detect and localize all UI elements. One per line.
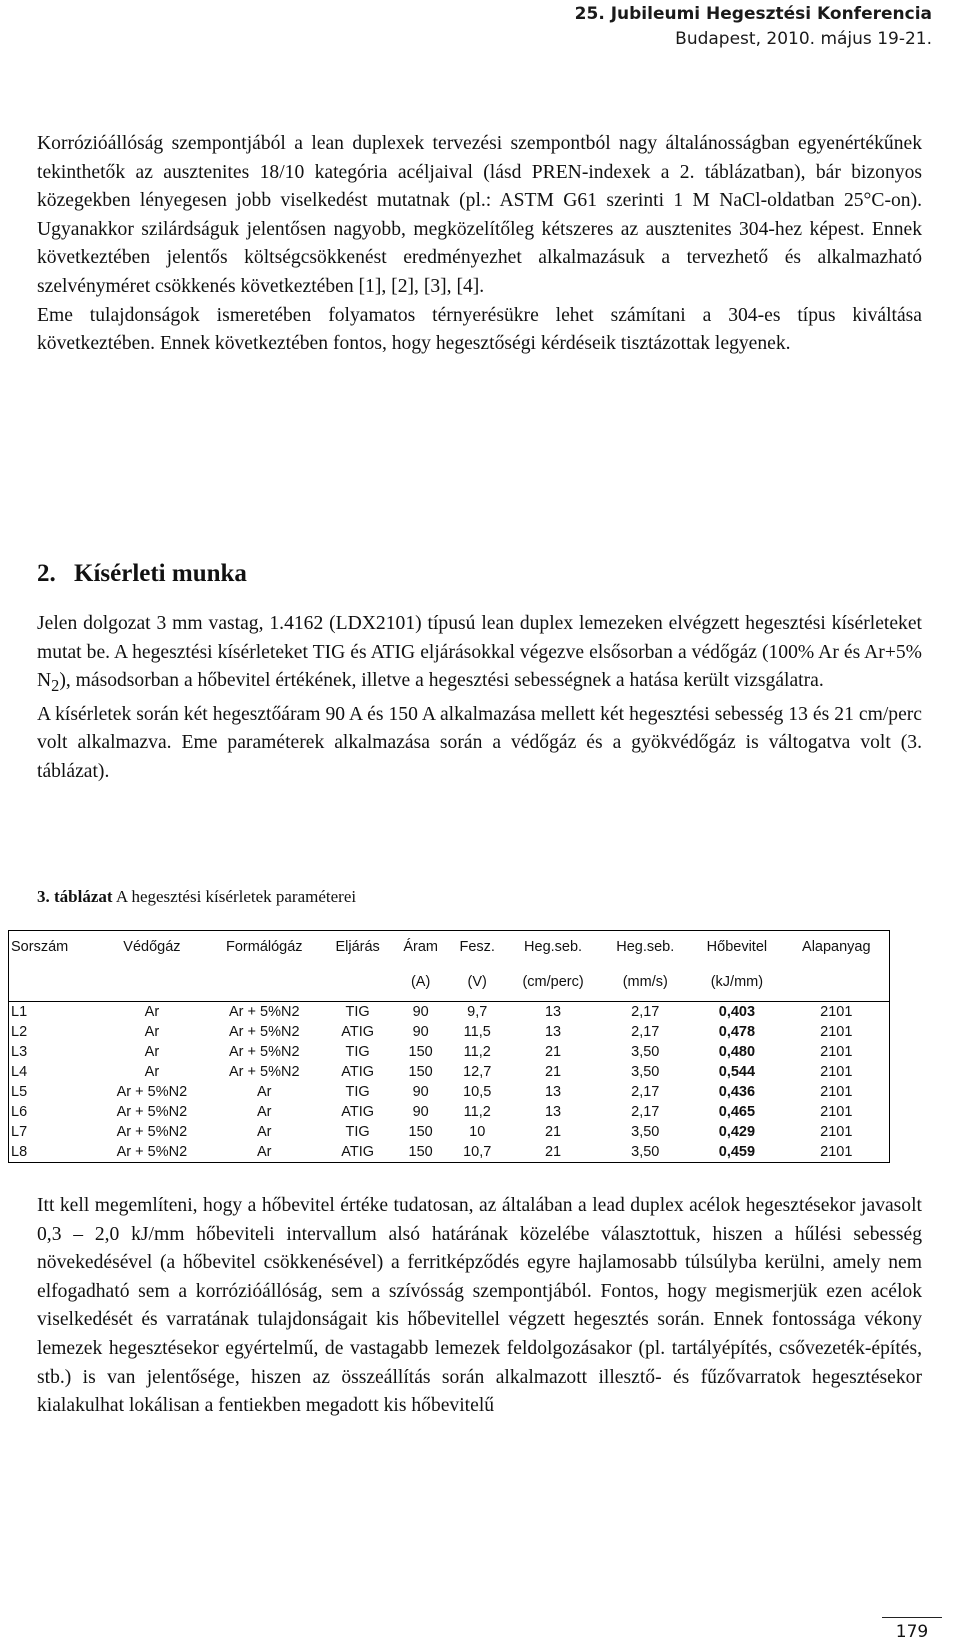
table-cell: 2101 bbox=[820, 1084, 853, 1100]
table-cell: TIG bbox=[345, 1004, 370, 1020]
table-cell: L2 bbox=[11, 1024, 28, 1040]
table-unit-cell: (cm/perc) bbox=[506, 963, 601, 1002]
table-header-row bbox=[9, 931, 890, 964]
table-cell: 12,7 bbox=[463, 1064, 492, 1080]
table-cell: 21 bbox=[544, 1044, 562, 1060]
table-cell: 9,7 bbox=[467, 1004, 488, 1020]
table-unit-cell: (V) bbox=[449, 963, 506, 1002]
table-row bbox=[9, 1142, 890, 1163]
table-unit-cell: (kJ/mm) bbox=[690, 963, 783, 1002]
table-unit-cell bbox=[323, 963, 393, 1002]
experimental-paragraph-1-part1: Jelen dolgozat 3 mm vastag, 1.4162 (LDX2101) típusú lean duplex lemezeken elvégzett hegesztési kísérleteket mutat be. A hegesztési kísérleteket TIG és ATIG eljárásokkal végezve elsősorban a védőgáz (100% Ar és Ar+5% N bbox=[37, 613, 922, 692]
table-cell: 13 bbox=[544, 1004, 562, 1020]
table-cell: Ar bbox=[257, 1104, 272, 1120]
table-cell: Ar bbox=[144, 1064, 160, 1080]
table-cell: 11,2 bbox=[463, 1044, 491, 1060]
table-header-cell: Védőgáz bbox=[123, 939, 181, 955]
table-cell: Ar bbox=[257, 1124, 272, 1140]
table-cell: 0,544 bbox=[718, 1064, 756, 1080]
conference-title: 25. Jubileumi Hegesztési Konferencia bbox=[574, 4, 932, 24]
experimental-paragraph-1 bbox=[37, 610, 922, 701]
table-unit-cell: (A) bbox=[393, 963, 449, 1002]
table-row bbox=[9, 1122, 890, 1142]
table-cell: L7 bbox=[11, 1124, 28, 1140]
table-cell: 0,478 bbox=[718, 1024, 756, 1040]
table-cell: 13 bbox=[544, 1104, 562, 1120]
section-number: 2. bbox=[37, 560, 56, 587]
table-cell: 2101 bbox=[820, 1044, 853, 1060]
experimental-text bbox=[37, 610, 922, 786]
table-cell: Ar + 5%N2 bbox=[116, 1104, 188, 1120]
table-cell: 2,17 bbox=[631, 1024, 660, 1040]
table-cell: 0,459 bbox=[718, 1144, 756, 1160]
table-cell: Ar bbox=[144, 1044, 160, 1060]
table-unit-cell bbox=[9, 963, 98, 1002]
table-cell: L6 bbox=[11, 1104, 28, 1120]
table-cell: 3,50 bbox=[631, 1144, 660, 1160]
table-header-cell: Sorszám bbox=[11, 939, 69, 955]
table-cell: L4 bbox=[11, 1064, 28, 1080]
table-cell: 13 bbox=[544, 1024, 562, 1040]
table-cell: ATIG bbox=[341, 1144, 375, 1160]
table-header-cell: Alapanyag bbox=[802, 939, 871, 955]
page-header bbox=[575, 2, 932, 52]
table-caption bbox=[37, 887, 356, 907]
experimental-paragraph-1-part2: ), másodsorban a hőbevitel értékének, illetve a hegesztési sebességnek a hatása került vizsgálatra. bbox=[59, 670, 824, 692]
intro-paragraph-2: Eme tulajdonságok ismeretében folyamatos térnyerésükre lehet számítani a 304-es típus kiváltása következtében. Ennek következtében fontos, hogy hegesztőségi kérdéseik tisztázottak legyenek. bbox=[37, 304, 922, 355]
table-unit-cell: (mm/s) bbox=[600, 963, 690, 1002]
section-heading bbox=[37, 560, 247, 588]
table-cell: 150 bbox=[408, 1144, 433, 1160]
table-cell: Ar bbox=[144, 1024, 160, 1040]
table-row bbox=[9, 1022, 890, 1042]
table-cell: 10,5 bbox=[463, 1084, 492, 1100]
table-cell: ATIG bbox=[341, 1064, 375, 1080]
table-cell: 11,2 bbox=[463, 1104, 491, 1120]
table-row bbox=[9, 1062, 890, 1082]
table-cell: 0,480 bbox=[718, 1044, 756, 1060]
table-header-cell: Heg.seb. bbox=[616, 939, 675, 955]
table-cell: 2101 bbox=[820, 1004, 853, 1020]
table-cell: 90 bbox=[412, 1084, 429, 1100]
table-cell: 21 bbox=[544, 1144, 562, 1160]
table-cell: 2101 bbox=[820, 1064, 853, 1080]
table-cell: 0,403 bbox=[718, 1004, 756, 1020]
table-cell: 150 bbox=[408, 1124, 433, 1140]
table-caption-text: A hegesztési kísérletek paraméterei bbox=[115, 887, 357, 906]
table-cell: L5 bbox=[11, 1084, 28, 1100]
experimental-paragraph-1-subscript: 2 bbox=[51, 676, 60, 696]
closing-text bbox=[37, 1192, 922, 1421]
table-cell: ATIG bbox=[341, 1024, 375, 1040]
experimental-paragraph-2: A kísérletek során két hegesztőáram 90 A és 150 A alkalmazása mellett két hegesztési sebesség 13 és 21 cm/perc volt alkalmazva. Eme paraméterek alkalmazása során a védőgáz és a gyökvédőgáz is váltogatva volt (3. táblázat). bbox=[37, 703, 922, 782]
closing-paragraph: Itt kell megemlíteni, hogy a hőbevitel értéke tudatosan, az általában a lead duplex acélok hegesztésekor javasolt 0,3 – 2,0 kJ/mm hőbeviteli intervallum alsó határának közelébe választottuk, hiszen a hűlési sebesség növekedésével (a hőbevitel csökkenésével) a ferritképződés egyre hajlamosabb túlsúlyba kerülni, amely nem elfogadható sem a korrózióállóság, sem a szívósság szempontjából. Fontos, hogy megismerjük ezen acélok viselkedését és varratának tulajdonságait kis hőbevitellel végzett hegesztés során. Ennek fontossága vékony lemezek hegesztésekor egyértelmű, de vastagabb lemezek feldolgozásakor (pl. tartályépítés, csővezeték-építés, stb.) is van jelentősége, hiszen az összeállítás során alkalmazott illesztő- és fűzővarratok hegesztésekor kialakulhat lokálisan a fentiekben megadott kis hőbevitelű bbox=[37, 1195, 922, 1417]
table-cell: Ar bbox=[257, 1084, 272, 1100]
table-cell: 2,17 bbox=[631, 1004, 660, 1020]
table-cell: 90 bbox=[412, 1104, 429, 1120]
table-cell: 2,17 bbox=[631, 1104, 660, 1120]
table-body bbox=[9, 1002, 890, 1163]
table-row bbox=[9, 1002, 890, 1023]
table-caption-label: 3. táblázat bbox=[37, 887, 113, 906]
table-cell: 21 bbox=[544, 1124, 562, 1140]
table-cell: 3,50 bbox=[631, 1044, 660, 1060]
intro-paragraph-1: Korrózióállóság szempontjából a lean duplexek tervezési szempontból nagy általánosságban egyenértékűnek tekinthetők az ausztenites 18/10 kategória acéljaival (lásd PREN-indexek a 2. táblázatban), bár bizonyos közegekben lényegesen jobb viselkedést mutatnak (pl.: ASTM G61 szerinti 1 M NaCl-oldatban 25°C-on). Ugyanakkor szilárdságuk jelentősen nagyobb, megközelítőleg kétszeres az ausztenites 304-hez képest. Ennek következtében jelentős költségcsökkenést eredményezhet alkalmazásuk a tervezhető és alkalmazható szelvényméret csökkenés következtében [1], [2], [3], [4]. bbox=[37, 133, 922, 297]
table-cell: Ar + 5%N2 bbox=[229, 1044, 300, 1060]
table-cell: 2101 bbox=[820, 1104, 853, 1120]
table-cell: 2101 bbox=[820, 1144, 853, 1160]
table-row bbox=[9, 1042, 890, 1062]
table-unit-row bbox=[9, 963, 890, 1002]
table-header-cell: Hőbevitel bbox=[706, 939, 768, 955]
parameters-table bbox=[8, 930, 890, 1163]
table-cell: 0,429 bbox=[718, 1124, 756, 1140]
section-title: Kísérleti munka bbox=[74, 560, 247, 587]
table-cell: 2101 bbox=[820, 1024, 853, 1040]
table-cell: 2101 bbox=[820, 1124, 853, 1140]
table-cell: 150 bbox=[408, 1044, 433, 1060]
table-cell: Ar + 5%N2 bbox=[116, 1124, 188, 1140]
table-cell: 3,50 bbox=[631, 1064, 660, 1080]
table-cell: 150 bbox=[408, 1064, 433, 1080]
table-unit-cell bbox=[784, 963, 890, 1002]
table-cell: 13 bbox=[544, 1084, 562, 1100]
conference-place-date: Budapest, 2010. május 19-21. bbox=[675, 29, 932, 49]
table-cell: Ar bbox=[144, 1004, 160, 1020]
table-header-cell: Heg.seb. bbox=[524, 939, 583, 955]
table-header-cell: Eljárás bbox=[335, 939, 380, 955]
table-cell: 2,17 bbox=[631, 1084, 660, 1100]
table-cell: Ar + 5%N2 bbox=[229, 1064, 300, 1080]
table-unit-cell bbox=[98, 963, 206, 1002]
intro-text bbox=[37, 130, 922, 359]
table-cell: 90 bbox=[412, 1004, 429, 1020]
table-header-cell: Fesz. bbox=[459, 939, 495, 955]
table-cell: 3,50 bbox=[631, 1124, 660, 1140]
table-cell: 11,5 bbox=[463, 1024, 491, 1040]
table-header-cell: Formálógáz bbox=[225, 939, 303, 955]
table-unit-cell bbox=[206, 963, 323, 1002]
table-cell: TIG bbox=[345, 1084, 370, 1100]
table-cell: ATIG bbox=[341, 1104, 375, 1120]
table-cell: Ar bbox=[257, 1144, 272, 1160]
table-row bbox=[9, 1082, 890, 1102]
table-cell: Ar + 5%N2 bbox=[116, 1084, 188, 1100]
table-cell: 21 bbox=[544, 1064, 562, 1080]
table-cell: TIG bbox=[345, 1044, 370, 1060]
table-cell: Ar + 5%N2 bbox=[116, 1144, 188, 1160]
table-cell: Ar + 5%N2 bbox=[229, 1004, 300, 1020]
table-cell: L1 bbox=[11, 1004, 28, 1020]
table-cell: 10,7 bbox=[463, 1144, 492, 1160]
table-cell: 0,436 bbox=[718, 1084, 756, 1100]
page-number: 179 bbox=[882, 1617, 942, 1642]
table-cell: 90 bbox=[412, 1024, 429, 1040]
table-cell: 10 bbox=[469, 1124, 486, 1140]
table-cell: L8 bbox=[11, 1144, 28, 1160]
table-header-cell: Áram bbox=[403, 939, 438, 955]
table-row bbox=[9, 1102, 890, 1122]
table-cell: 0,465 bbox=[718, 1104, 756, 1120]
table-cell: Ar + 5%N2 bbox=[229, 1024, 300, 1040]
table-cell: TIG bbox=[345, 1124, 370, 1140]
table-cell: L3 bbox=[11, 1044, 28, 1060]
